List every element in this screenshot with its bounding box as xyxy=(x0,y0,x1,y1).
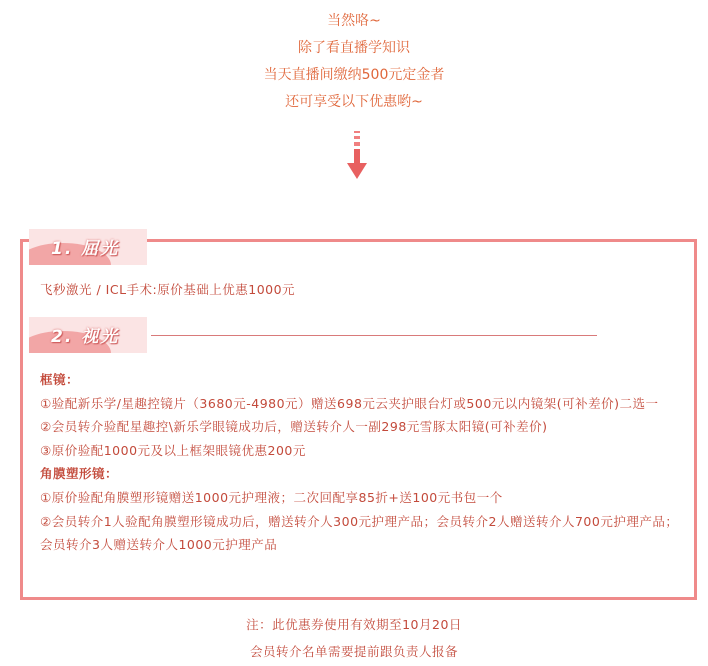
validity-note: 注：此优惠券使用有效期至10月20日 xyxy=(246,617,462,632)
section-tag-refraction xyxy=(29,229,147,265)
divider xyxy=(151,335,597,336)
ortho-heading: 角膜塑形镜： xyxy=(40,466,119,482)
refraction-offer: 飞秒激光 / ICL手术:原价基础上优惠1000元 xyxy=(40,282,296,297)
frame-heading: 框镜： xyxy=(40,372,80,387)
intro-text xyxy=(0,8,708,116)
list-item: ③原价验配1000元及以上框架眼镜优惠200元 xyxy=(40,442,306,458)
intro-line: 除了看直播学知识 xyxy=(298,40,410,56)
offers-panel xyxy=(20,239,697,600)
optometry-offers xyxy=(40,368,680,557)
section-title: 1. 屈光 xyxy=(51,239,120,259)
list-item: ②会员转介验配星趣控\新乐学眼镜成功后，赠送转介人一副298元雪豚太阳镜(可补差价) xyxy=(40,419,548,435)
intro-line: 当然咯~ xyxy=(327,13,381,29)
list-item: ①原价验配角膜塑形镜赠送1000元护理液；二次回配享85折+送100元书包一个 xyxy=(40,489,503,505)
intro-line: 还可享受以下优惠哟~ xyxy=(285,94,423,110)
referral-reminder: 会员转介名单需要提前跟负责人报备 xyxy=(249,644,458,659)
list-item: ①验配新乐学/星趣控镜片（3680元-4980元）赠送698元云夹护眼台灯或500元以内镜架(可补差价)二选一 xyxy=(40,395,659,411)
down-arrow-icon xyxy=(345,131,369,183)
section-title: 2. 视光 xyxy=(51,327,120,347)
list-item: ②会员转介1人验配角膜塑形镜成功后，赠送转介人300元护理产品；会员转介2人赠送转介人700元护理产品；会员转介3人赠送转介人1000元护理产品 xyxy=(40,513,679,553)
section-tag-optometry xyxy=(29,317,147,353)
intro-line: 当天直播间缴纳500元定金者 xyxy=(263,67,445,83)
footer-notes xyxy=(0,611,708,665)
